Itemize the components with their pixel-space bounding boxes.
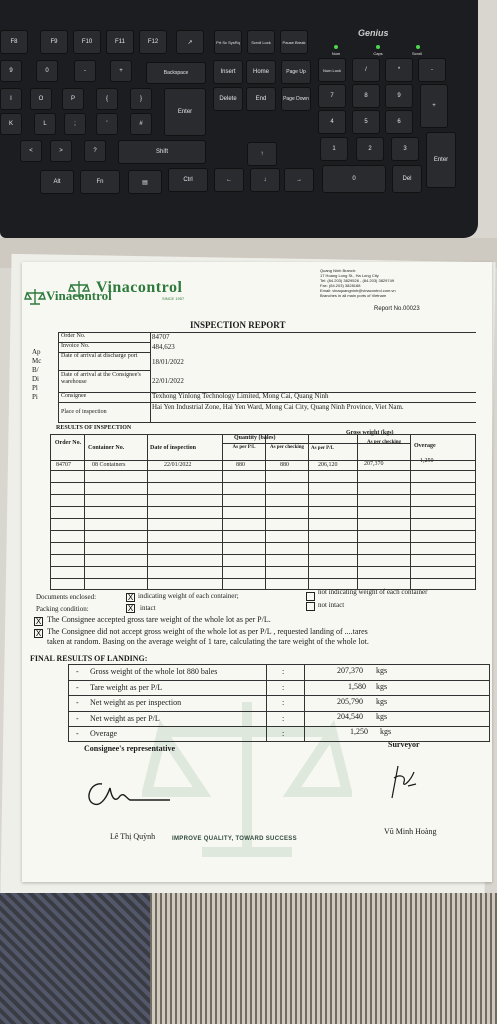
key-f12[interactable]: F12 [139, 30, 167, 54]
final-colon: : [282, 714, 285, 723]
key-l[interactable]: L [34, 113, 56, 135]
keyboard-brand: Genius [358, 28, 389, 38]
contact-line: Quang Ninh Branch: [320, 268, 357, 273]
key-page-down[interactable]: Page Down [281, 87, 311, 111]
surveyor-name: Vũ Minh Hoàng [384, 827, 437, 836]
margin-text: Pi [32, 393, 38, 401]
key-i[interactable]: I [0, 88, 22, 110]
vinacontrol-logo-icon [68, 280, 90, 298]
contact-line: Tel: (84.203) 3829526 - (84.203) 3829749 [320, 278, 395, 283]
key-shift[interactable]: Shift [118, 140, 206, 164]
key-num7[interactable]: 7 [318, 84, 346, 108]
info-label-consignee: Consignee [61, 393, 87, 399]
final-unit-net-inspection: kgs [376, 697, 388, 706]
final-dash: - [76, 698, 79, 707]
key-bracket-open[interactable]: { [96, 88, 118, 110]
header-gross-pl: As per P/L [311, 446, 334, 451]
key-fn[interactable]: Fn [80, 170, 120, 194]
key-num8[interactable]: 8 [352, 84, 380, 108]
row-overage: 1,250 [420, 458, 434, 464]
key-arrow-right[interactable]: → [284, 168, 314, 192]
branch-contact [320, 268, 396, 298]
info-label-place: Place of inspection [61, 409, 107, 415]
contact-line: Fax: (84.203) 3828188 [320, 283, 361, 288]
row-qty-checking: 880 [280, 462, 289, 468]
key-multiply[interactable]: * [385, 58, 413, 82]
report-title: INSPECTION REPORT [190, 320, 286, 330]
checkbox-accepted[interactable]: X [35, 617, 42, 626]
checkbox-not-accepted[interactable]: X [35, 629, 42, 638]
info-label-order: Order No. [61, 333, 86, 339]
key-prtsc[interactable]: Prt Sc SysRq [214, 30, 242, 54]
final-colon: : [282, 729, 285, 738]
info-value-invoice: 484,623 [152, 343, 175, 351]
row-qty-pl: 880 [236, 462, 245, 468]
final-colon: : [282, 667, 285, 676]
packing-condition-label: Packing condition: [36, 605, 89, 613]
info-label-arrival-port: Date of arrival at discharge port [61, 353, 138, 359]
final-value-net-inspection: 205,790 [337, 697, 363, 706]
contact-line: Email: vinaquangninh@vinacontrol.com.vn [320, 288, 396, 293]
info-value-arrival-warehouse: 22/01/2022 [152, 377, 184, 385]
final-colon: : [282, 683, 285, 692]
scroll-led [416, 45, 420, 49]
header-gross-checking: As per checking [366, 440, 402, 445]
header-qty-checking: As per checking [269, 445, 305, 450]
final-dash: - [76, 729, 79, 738]
checkbox-not-indicating-weight[interactable] [306, 592, 315, 601]
final-dash: - [76, 667, 79, 676]
back-logo-text: Vinacontrol [46, 288, 112, 303]
key-arrow-up[interactable]: ↑ [247, 142, 277, 166]
final-value-tare: 1,580 [348, 682, 366, 691]
key-backspace[interactable]: Backspace [146, 62, 206, 84]
header-qty-pl: As per P/L [232, 445, 256, 450]
final-unit-gross: kgs [376, 666, 388, 675]
num-led [334, 45, 338, 49]
consignee-signature [82, 772, 172, 812]
info-value-arrival-port: 18/01/2022 [152, 358, 184, 366]
info-value-consignee: Texhong Yinlong Technology Limited, Mong Cai, Quang Ninh [152, 392, 329, 400]
consignee-representative-label: Consignee's representative [84, 744, 176, 753]
final-colon: : [282, 698, 285, 707]
key-bracket-close[interactable]: } [130, 88, 152, 110]
key-quote[interactable]: ' [96, 113, 118, 135]
statement-accepted: The Consignee accepted gross tare weight of the whole lot as per P/L. [47, 615, 271, 624]
slogan: IMPROVE QUALITY, TOWARD SUCCESS [172, 836, 297, 842]
checkbox-not-intact[interactable] [306, 602, 315, 611]
final-results-title: FINAL RESULTS OF LANDING: [30, 654, 148, 663]
final-dash: - [76, 714, 79, 723]
key-numlock[interactable]: Num Lock [318, 58, 346, 82]
key-period[interactable]: > [50, 140, 72, 162]
logo-since: SINCE 1957 [162, 296, 185, 301]
key-arrow-left[interactable]: ← [214, 168, 244, 192]
info-value-place: Hai Yen Industrial Zone, Hai Yen Ward, Mong Cai City, Quang Ninh Province, Viet Nam. [152, 403, 404, 411]
key-o[interactable]: O [30, 88, 52, 110]
statement-not-accepted-cont: taken at random. Basing on the average weight of 1 tare, calculating the tare weight of the whole lot. [47, 637, 369, 646]
final-dash: - [76, 683, 79, 692]
key-arrow-down[interactable]: ↓ [250, 168, 280, 192]
margin-text: Mc [32, 357, 42, 365]
indicating-weight-label: indicating weight of each container; [138, 592, 239, 600]
margin-text: Pl [32, 384, 38, 392]
key-equals[interactable]: + [110, 60, 132, 82]
final-value-overage: 1,250 [350, 727, 368, 736]
final-value-net-pl: 204,540 [337, 712, 363, 721]
left-margin-fragments [32, 348, 41, 402]
key-insert[interactable]: Insert [213, 60, 243, 84]
key-num-enter[interactable]: Enter [426, 132, 456, 188]
key-9[interactable]: 9 [0, 60, 22, 82]
header-overage: Overage [414, 443, 436, 449]
margin-text: B/ [32, 366, 39, 374]
key-f11[interactable]: F11 [106, 30, 134, 54]
row-container-no: 08 Containers [92, 462, 126, 468]
header-container-no: Container No. [88, 445, 125, 451]
surveyor-label: Surveyor [388, 740, 420, 749]
key-p[interactable]: P [62, 88, 84, 110]
results-section-title: RESULTS OF INSPECTION [56, 425, 132, 431]
scroll-led-label: Scroll [411, 50, 422, 56]
key-pin[interactable]: ↗ [176, 30, 204, 54]
row-order-no: 84707 [56, 462, 71, 468]
final-label-gross: Gross weight of the whole lot 880 bales [90, 667, 218, 676]
contact-line: 17 Hoang Long St., Ha Long City [320, 273, 379, 278]
info-label-arrival-warehouse: Date of arrival at the Consignee's warehouse [61, 372, 141, 385]
gross-group-header: Gross weight (kgs) [346, 430, 394, 436]
final-label-overage: Overage [90, 729, 118, 738]
final-label-net-inspection: Net weight as per inspection [90, 698, 182, 707]
key-home[interactable]: Home [246, 60, 276, 84]
key-k[interactable]: K [0, 113, 22, 135]
key-num6[interactable]: 6 [385, 110, 413, 134]
checkbox-intact[interactable]: X [127, 604, 134, 613]
key-ctrl[interactable]: Ctrl [168, 168, 208, 192]
intact-label: intact [140, 604, 156, 612]
key-0[interactable]: 0 [36, 60, 58, 82]
header-date-inspection: Date of inspection [150, 445, 196, 451]
key-num3[interactable]: 3 [391, 137, 419, 161]
final-unit-tare: kgs [376, 682, 388, 691]
final-unit-overage: kgs [380, 727, 392, 736]
key-delete[interactable]: Delete [213, 87, 243, 111]
checkbox-indicating-weight[interactable]: X [127, 593, 134, 602]
key-menu[interactable]: ▤ [128, 170, 162, 194]
key-semicolon[interactable]: ; [64, 113, 86, 135]
info-value-order: 84707 [152, 333, 170, 341]
inspection-report-page [22, 262, 492, 882]
quantity-group-header: Quantity (bales) [234, 435, 276, 441]
header-order-no: Order No. [54, 440, 82, 446]
margin-text: Di [32, 375, 39, 383]
key-hash[interactable]: # [130, 113, 152, 135]
key-num1[interactable]: 1 [320, 137, 348, 161]
key-num2[interactable]: 2 [356, 137, 384, 161]
row-date-inspection: 22/01/2022 [164, 462, 192, 468]
key-f8[interactable]: F8 [0, 30, 28, 54]
back-logo-icon [24, 288, 46, 306]
key-minus[interactable]: - [418, 58, 446, 82]
key-slash[interactable]: ? [84, 140, 106, 162]
fabric-dark-area [0, 893, 150, 1024]
final-unit-net-pl: kgs [376, 712, 388, 721]
key-num4[interactable]: 4 [318, 110, 346, 134]
info-label-invoice: Invoice No. [61, 343, 90, 349]
contact-line: Branches in all main ports of Vietnam [320, 293, 387, 298]
documents-enclosed-label: Documents enclosed: [36, 593, 97, 601]
key-divide[interactable]: / [352, 58, 380, 82]
key-alt[interactable]: Alt [40, 170, 74, 194]
surveyor-signature [384, 762, 424, 802]
final-value-gross: 207,370 [337, 666, 363, 675]
key-dash[interactable]: - [74, 60, 96, 82]
key-page-up[interactable]: Page Up [281, 60, 311, 84]
key-num-del[interactable]: Del [392, 165, 422, 193]
vinacontrol-logo-text: Vinacontrol [96, 279, 183, 296]
key-pause[interactable]: Pause Break [280, 30, 308, 54]
keyboard [0, 0, 478, 238]
key-num9[interactable]: 9 [385, 84, 413, 108]
key-num0[interactable]: 0 [322, 165, 386, 193]
not-indicating-weight-label: not indicating weight of each container [318, 588, 428, 596]
final-label-net-pl: Net weight as per P/L [90, 714, 160, 723]
key-end[interactable]: End [246, 87, 276, 111]
row-gross-pl: 206,120 [318, 462, 338, 468]
final-label-tare: Tare weight as per P/L [90, 683, 163, 692]
key-num5[interactable]: 5 [352, 110, 380, 134]
statement-not-accepted: The Consignee did not accept gross weight of the whole lot as per P/L , requested landing of ....tares [47, 627, 368, 636]
key-comma[interactable]: < [20, 140, 42, 162]
margin-text: Ap [32, 348, 41, 356]
num-led-label: Num [331, 50, 341, 56]
caps-led [376, 45, 380, 49]
caps-led-label: Caps [373, 50, 383, 56]
key-scroll-lock[interactable]: Scroll Lock [247, 30, 275, 54]
report-number: Report No.00023 [374, 306, 420, 312]
key-f10[interactable]: F10 [73, 30, 101, 54]
key-plus[interactable]: + [420, 84, 448, 128]
consignee-name: Lê Thị Quỳnh [110, 832, 156, 841]
key-enter[interactable]: Enter [164, 88, 206, 136]
row-gross-checking: 207,370 [364, 461, 384, 467]
key-f9[interactable]: F9 [40, 30, 68, 54]
not-intact-label: not intact [318, 601, 345, 609]
